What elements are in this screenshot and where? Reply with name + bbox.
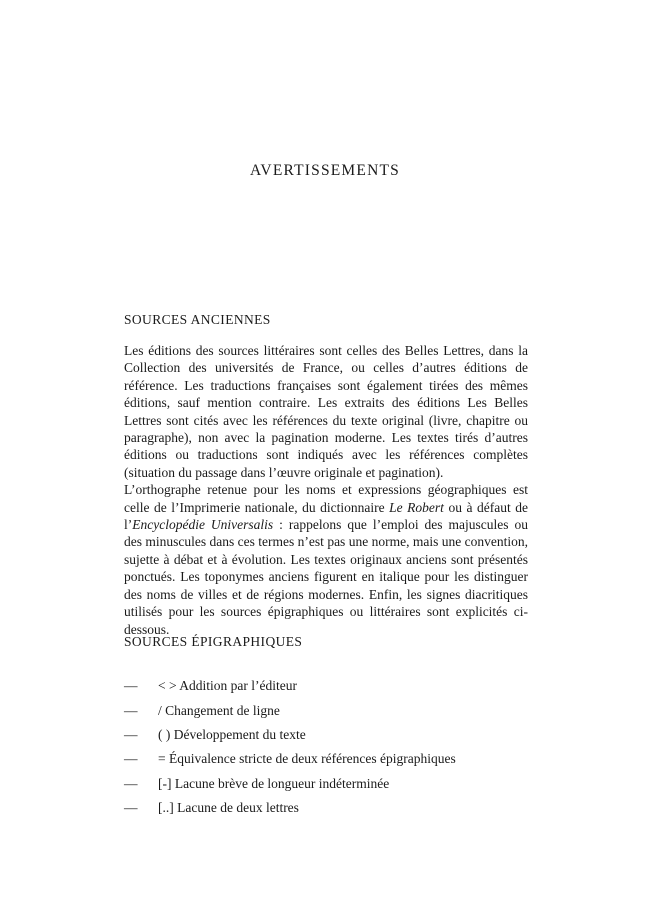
paragraph-editions-text: Les éditions des sources littéraires sont celles des Belles Lettres, dans la Collection des universités de France, ou celles d’autres éditions de référence. Les traductions françaises sont également tirées des mêmes éditions, sauf mention contraire. Les extraits des éditions Les Belles Lettres sont cités avec les références du texte original (livre, chapitre ou paragraphe), non avec la pagination moderne. Les textes tirés d’autres éditions ou traductions sont indiqués avec les références complètes (situation du passage dans l’œuvre originale et pagination). xyxy=(124,343,528,480)
list-dash: — xyxy=(124,751,138,767)
paragraph-orthographe-part1: L’orthographe retenue pour les noms et expressions géographiques est celle de l’Imprimerie nationale, du dictionnaire xyxy=(124,482,528,515)
list-dash: — xyxy=(124,800,138,816)
le-robert-italic: Le Robert xyxy=(389,499,444,515)
diacritic-sign-list xyxy=(124,674,456,820)
list-item xyxy=(124,772,456,796)
list-item xyxy=(124,747,456,771)
page-title: AVERTISSEMENTS xyxy=(250,162,400,179)
list-dash: — xyxy=(124,726,138,742)
encyclopedie-italic: Encyclopédie Universalis xyxy=(132,517,274,533)
list-item-text: ( ) Développement du texte xyxy=(158,726,306,742)
list-dash: — xyxy=(124,702,138,718)
list-item-text: [-] Lacune brève de longueur indéterminée xyxy=(158,775,390,791)
list-item xyxy=(124,796,456,820)
paragraph-orthographe-part2: ou à défaut de l’ xyxy=(124,499,528,533)
list-dash: — xyxy=(124,775,138,791)
list-item-text: = Équivalence stricte de deux références épigraphiques xyxy=(158,751,456,767)
section-heading-sources-anciennes: SOURCES ANCIENNES xyxy=(124,312,271,327)
list-dash: — xyxy=(124,678,138,694)
sources-anciennes-body xyxy=(124,342,528,638)
list-item-text: < > Addition par l’éditeur xyxy=(158,678,297,694)
paragraph-orthographe xyxy=(124,481,528,638)
list-item-text: [..] Lacune de deux lettres xyxy=(158,800,299,816)
list-item xyxy=(124,723,456,747)
list-item-text: / Changement de ligne xyxy=(158,702,280,718)
paragraph-editions xyxy=(124,342,528,481)
list-item xyxy=(124,698,456,722)
paragraph-orthographe-part3: : rappelons que l’emploi des majuscules ou des minuscules dans ces termes n’est pas une norme, mais une convention, sujette à débat et à évolution. Les textes originaux anciens sont présentés ponctués. Les toponymes anciens figurent en italique pour les distinguer des noms de villes et de régions modernes. Enfin, les signes diacritiques utilisés pour les sources épigraphiques ou littéraires sont explicités ci-dessous. xyxy=(124,517,528,637)
list-item xyxy=(124,674,456,698)
section-heading-sources-epigraphiques: SOURCES ÉPIGRAPHIQUES xyxy=(124,634,303,649)
